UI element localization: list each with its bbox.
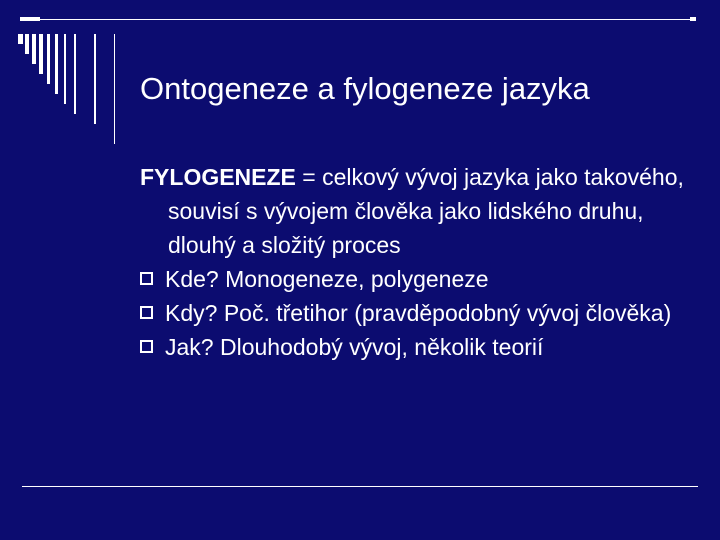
bottom-rule [22,486,698,487]
decorative-bar [25,34,29,54]
top-rule-end-accent [690,17,696,21]
decorative-bar [47,34,50,84]
bullet-text: Kde? Monogeneze, polygeneze [165,266,489,292]
decorative-bar [114,34,115,144]
hollow-square-icon [140,306,153,319]
definition-paragraph [140,160,700,262]
decorative-bar [94,34,96,124]
top-rule [20,19,696,20]
bullet-item [140,330,700,364]
decorative-bar [18,34,23,44]
hollow-square-icon [140,272,153,285]
decorative-bar [55,34,58,94]
bullet-item [140,262,700,296]
slide-title: Ontogeneze a fylogeneze jazyka [140,71,590,106]
decorative-bar [64,34,66,104]
bullet-text: Kdy? Poč. třetihor (pravděpodobný vývoj člověka) [165,300,672,326]
slide-body [140,160,700,364]
decorative-bar [39,34,43,74]
bullet-item [140,296,700,330]
decorative-bar [32,34,36,64]
hollow-square-icon [140,340,153,353]
decorative-bar [74,34,76,114]
definition-term: FYLOGENEZE [140,164,296,190]
definition-text: = celkový vývoj jazyka jako takového, souvisí s vývojem člověka jako lidského druhu, dlouhý a složitý proces [168,164,684,258]
bullet-text: Jak? Dlouhodobý vývoj, několik teorií [165,334,544,360]
